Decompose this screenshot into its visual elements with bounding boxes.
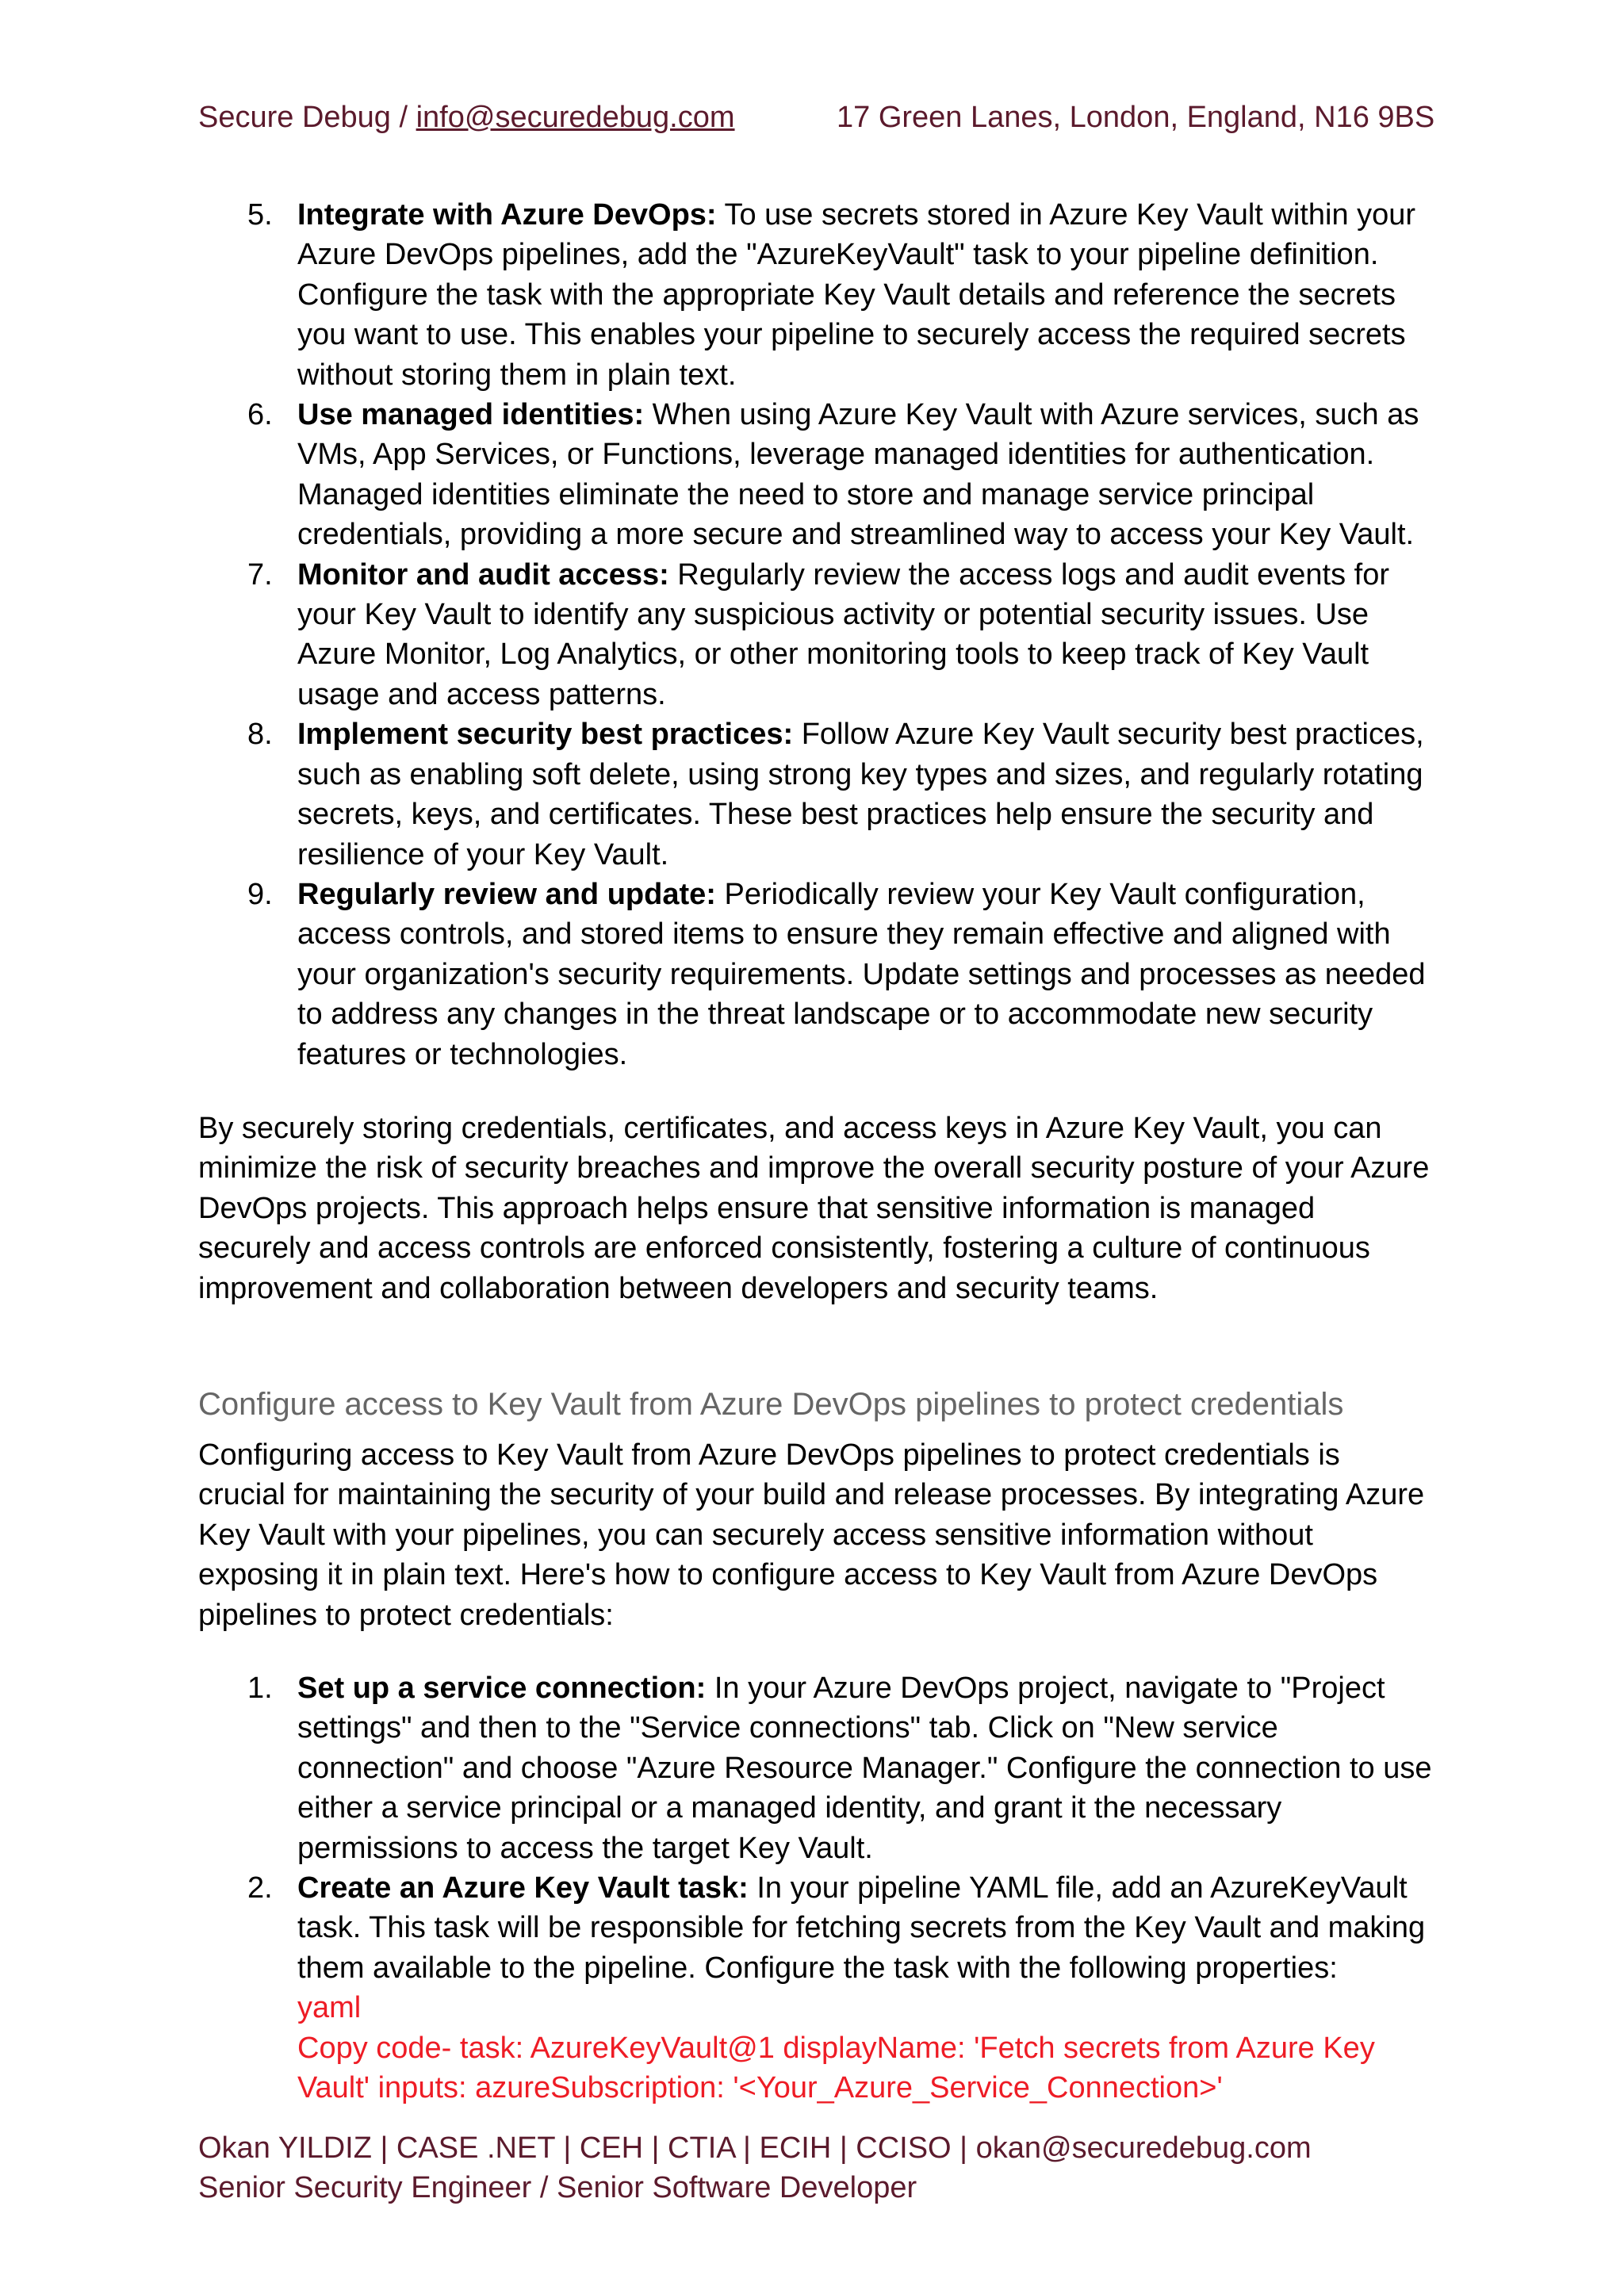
section-intro-paragraph: Configuring access to Key Vault from Azure DevOps pipelines to protect credentials is crucial for maintaining the security of your build and release processes. By integrating Azure Key Vault with your pipelines, you can securely access sensitive information without exposing it in plain text. Here's how to configure access to Key Vault from Azure DevOps pipelines to protect credentials: [198,1438,1425,1632]
list-item-text: Regularly review the access logs and audit events for your Key Vault to identify any suspicious activity or potential security issues. Use Azure Monitor, Log Analytics, or other monitoring tools to keep track of Key Vault usage and access patterns. [297,557,1390,711]
list-number: 7. [247,557,273,592]
list-number: 6. [247,398,273,432]
list-item-text: To use secrets stored in Azure Key Vault within your Azure DevOps pipelines, add the "AzureKeyVault" task to your pipeline definition. Configure the task with the appropriate Key Vault details and reference the secrets you want to use. This enables your pipeline to securely access the required secrets without storing them in plain text. [297,198,1416,392]
summary-paragraph: By securely storing credentials, certificates, and access keys in Azure Key Vault, you can minimize the risk of security breaches and improve the overall security posture of your Azure DevOps projects. This approach helps ensure that sensitive information is managed securely and access controls are enforced consistently, fostering a culture of continuous improvement and collaboration between developers and security teams. [198,1112,1430,1305]
list-item-label: Monitor and audit access: [297,557,669,592]
list-item-label: Implement security best practices: [297,718,794,752]
list-item-text: In your Azure DevOps project, navigate to "Project settings" and then to the "Service connections" tab. Click on "New service connection" and choose "Azure Resource Manager." Configure the connection to use either a service principal or a managed identity, and grant it the necessary permissions to access the target Key Vault. [297,1672,1432,1865]
list-item-text: In your pipeline YAML file, add an AzureKeyVault task. This task will be responsible for fetching secrets from the Key Vault and making them available to the pipeline. Configure the task with the following properties: [297,1871,1426,1985]
list-item-label: Create an Azure Key Vault task: [297,1871,749,1905]
contact-email-link[interactable]: info@securedebug.com [416,101,735,134]
list-item-label: Set up a service connection: [297,1672,707,1705]
list-item [198,875,1435,1074]
list-number: 2. [247,1871,273,1905]
list-item-label: Integrate with Azure DevOps: [297,198,717,232]
list-number: 8. [247,718,273,752]
list-number: 9. [247,877,273,911]
author-credentials: Okan YILDIZ | CASE .NET | CEH | CTIA | ECIH | CCISO | okan@securedebug.com [198,2131,1312,2165]
list-item [198,1868,1435,2108]
code-language-label: yaml [297,1991,362,2025]
list-number: 5. [247,198,273,232]
section-heading: Configure access to Key Vault from Azure DevOps pipelines to protect credentials [198,1387,1344,1422]
code-snippet: Copy code- task: AzureKeyVault@1 displayName: 'Fetch secrets from Azure Key Vault' inputs: azureSubscription: '<Your_Azure_Service_Connection>' [297,2031,1375,2105]
list-item-text: Periodically review your Key Vault configuration, access controls, and stored items to ensure they remain effective and aligned with your organization's security requirements. Update settings and processes as needed to address any changes in the threat landscape or to accommodate new security features or technologies. [297,877,1426,1071]
company-name: Secure Debug / [198,101,416,134]
list-item [198,555,1435,715]
page-footer [198,2128,1467,2208]
list-item [198,395,1435,555]
best-practices-list [198,195,1435,1074]
author-title: Senior Security Engineer / Senior Software Developer [198,2171,917,2205]
list-number: 1. [247,1672,273,1705]
list-item-text: Follow Azure Key Vault security best practices, such as enabling soft delete, using strong key types and sizes, and regularly rotating secrets, keys, and certificates. These best practices help ensure the security and resilience of your Key Vault. [297,718,1424,871]
list-item-text: When using Azure Key Vault with Azure services, such as VMs, App Services, or Functions, leverage managed identities for authentication. Managed identities eliminate the need to store and manage service principal credentials, providing a more secure and streamlined way to access your Key Vault. [297,398,1419,552]
list-item [198,195,1435,395]
list-item [198,714,1435,875]
page-header [198,94,1435,141]
configuration-steps-list [198,1668,1435,2108]
company-address: 17 Green Lanes, London, England, N16 9BS [837,101,1435,134]
list-item-label: Regularly review and update: [297,877,716,911]
list-item [198,1668,1435,1868]
list-item-label: Use managed identities: [297,398,645,432]
